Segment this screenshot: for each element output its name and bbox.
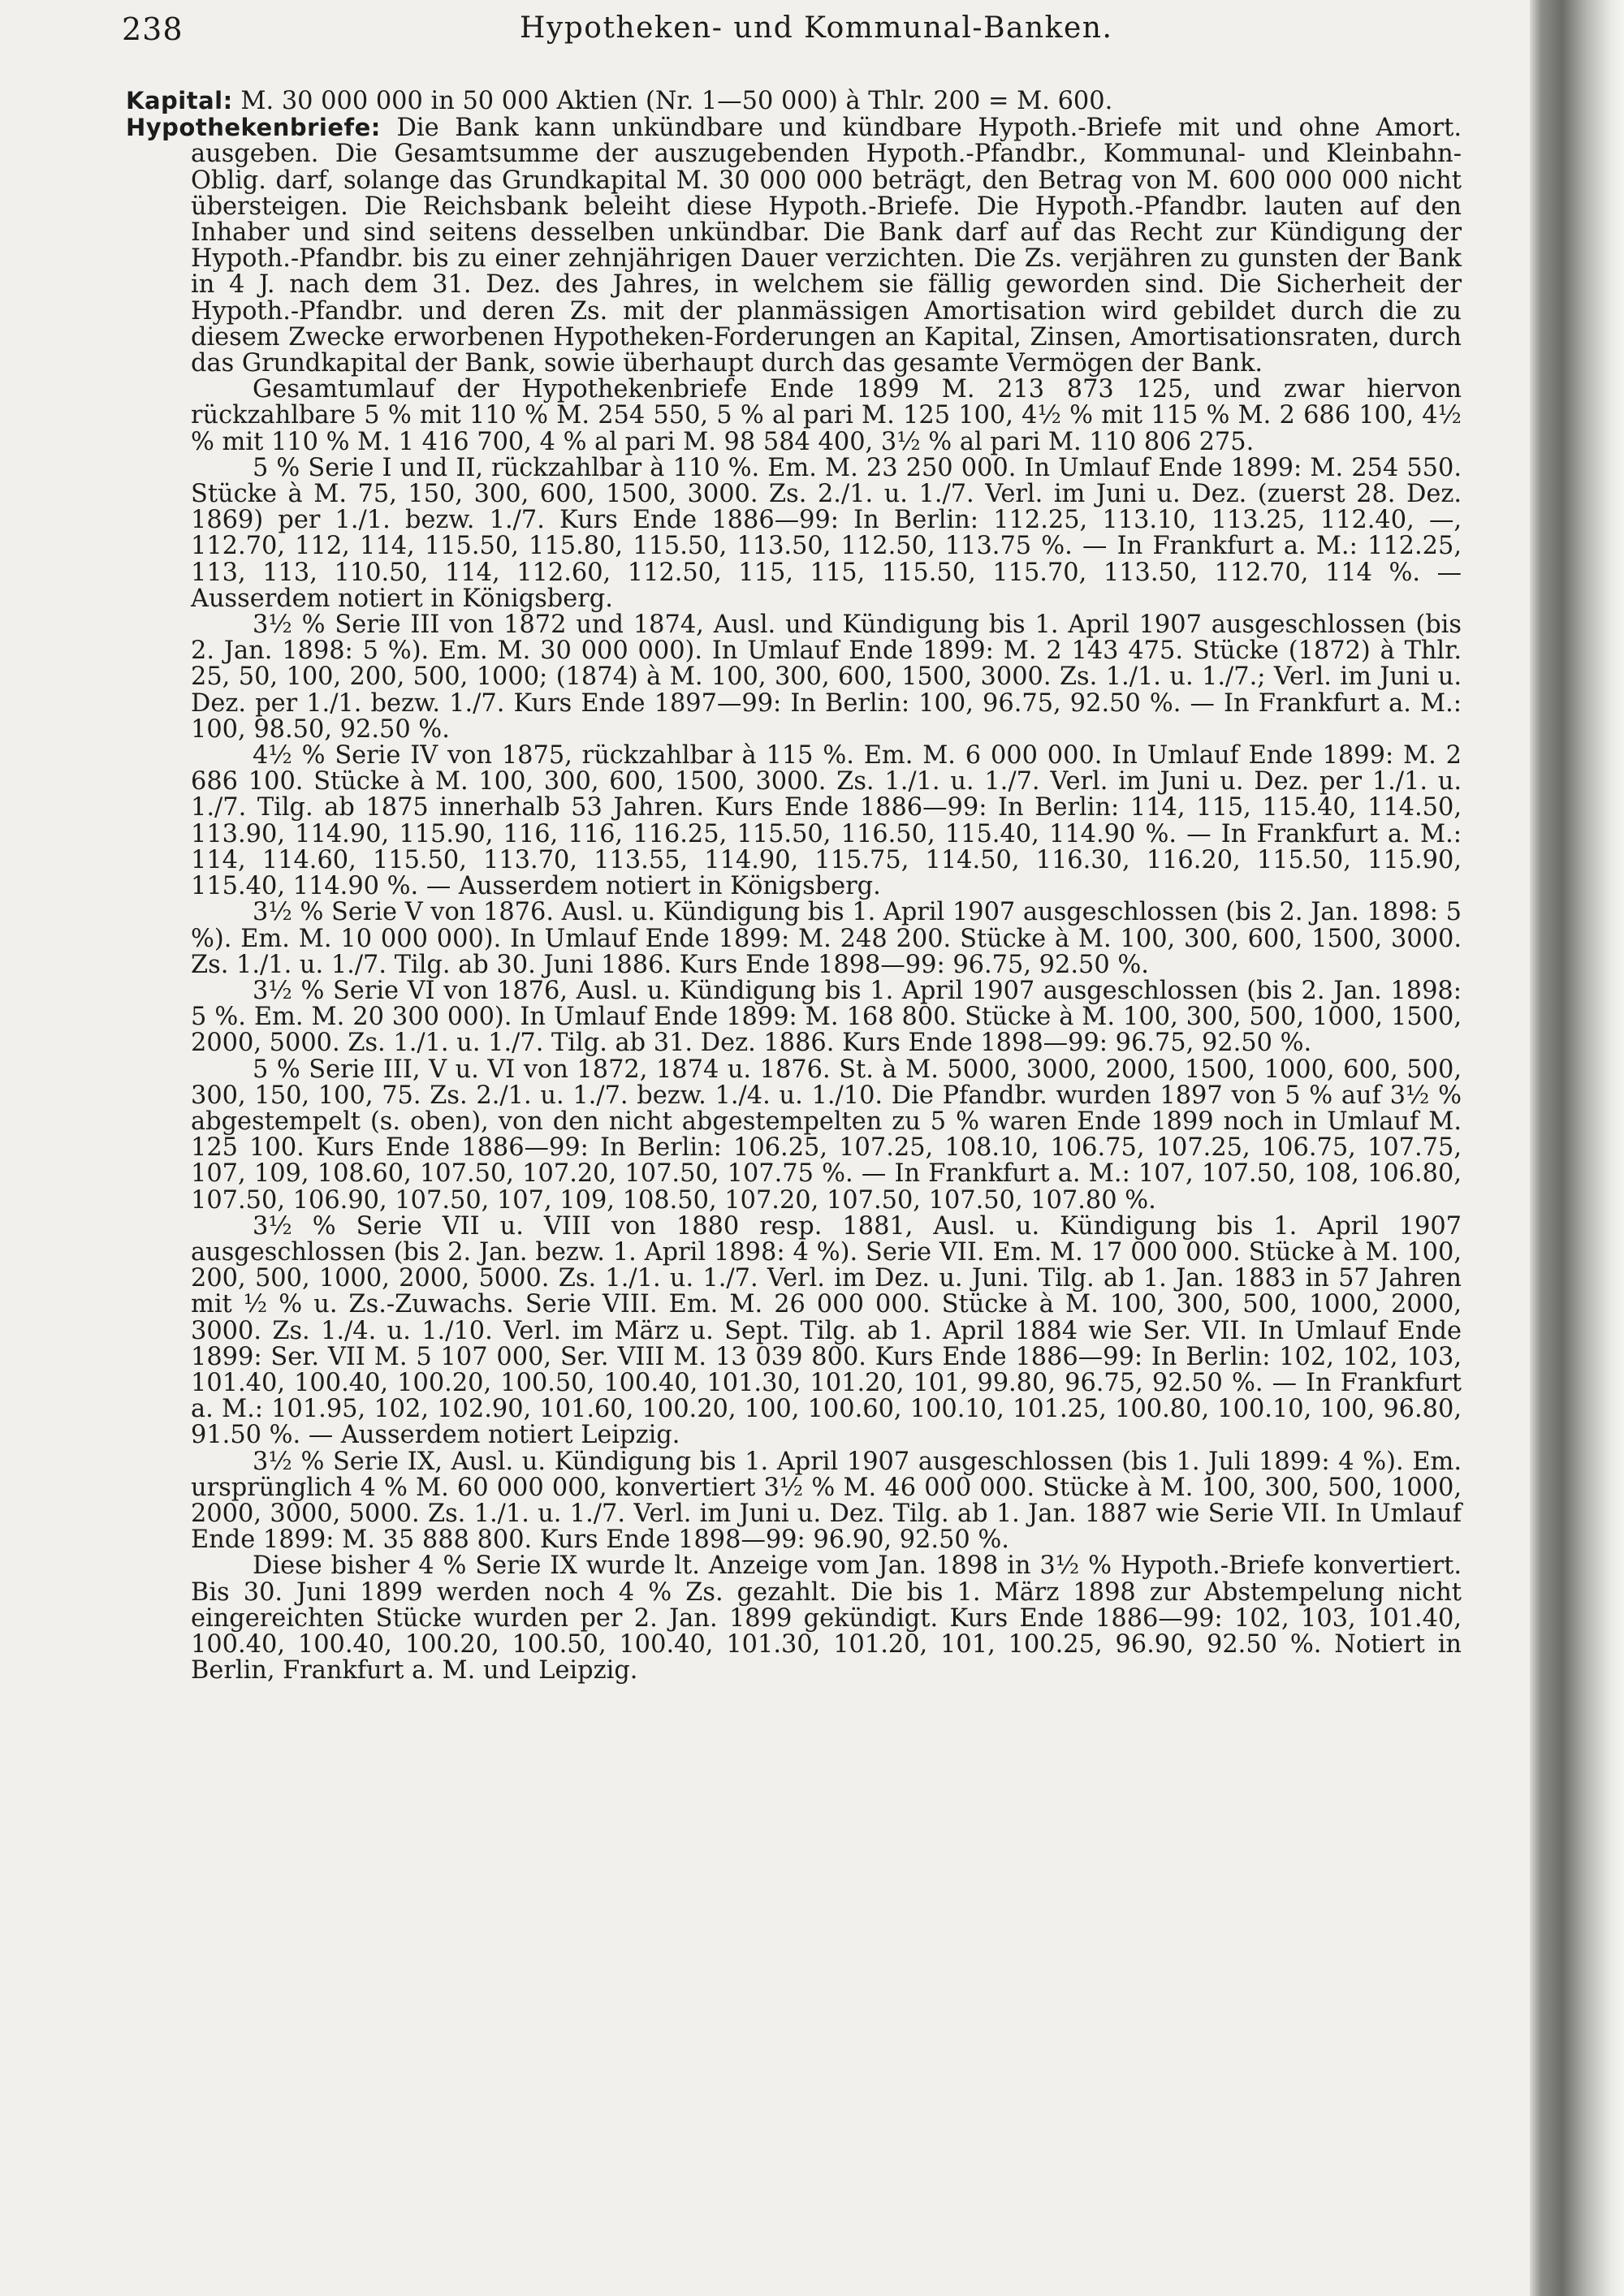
serie-4-paragraph: 4½ % Serie IV von 1875, rückzahlbar à 115 %. Em. M. 6 000 000. In Umlauf Ende 1899: M. 2 686 100. Stücke à M. 100, 300, 600, 1500, 3000. Zs. 1./1. u. 1./7. Verl. im Juni u. Dez. per 1./1. u. 1./7. Tilg. ab 1875 innerhalb 53 Jahren. Kurs Ende 1886—99: In Berlin: 114, 115, 115.40, 114.50, 113.90, 114.90, 115.90, 116, 116, 116.25, 115.50, 116.50, 115.40, 114.90 %. — In Frankfurt a. M.: 114, 114.60, 115.50, 113.70, 113.55, 114.90, 115.75, 114.50, 116.30, 116.20, 115.50, 115.90, 115.40, 114.90 %. — Ausserdem notiert in Königsberg. <box>191 741 1462 901</box>
serie-9-paragraph: 3½ % Serie IX, Ausl. u. Kündigung bis 1. April 1907 ausgeschlossen (bis 1. Juli 1899: 4 %). Em. ursprünglich 4 % M. 60 000 000, konvertiert 3½ % M. 46 000 000. Stücke à M. 100, 300, 500, 1000, 2000, 3000, 5000. Zs. 1./1. u. 1./7. Verl. im Juni u. Dez. Tilg. ab 1. Jan. 1887 wie Serie VII. In Umlauf Ende 1899: M. 35 888 800. Kurs Ende 1898—99: 96.90, 92.50 %. <box>191 1447 1462 1555</box>
page-edge-shadow <box>1530 0 1624 2296</box>
page-number: 238 <box>122 11 184 47</box>
konvertierung-paragraph: Diese bisher 4 % Serie IX wurde lt. Anzeige vom Jan. 1898 in 3½ % Hypoth.-Briefe konvertiert. Bis 30. Juni 1899 werden noch 4 % Zs. gezahlt. Die bis 1. März 1898 zur Abstempelung nicht eingereichten Stücke wurden per 2. Jan. 1899 gekündigt. Kurs Ende 1886—99: 102, 103, 101.40, 100.40, 100.40, 100.20, 100.50, 100.40, 101.30, 101.20, 101, 100.25, 96.90, 92.50 %. Notiert in Berlin, Frankfurt a. M. und Leipzig. <box>191 1552 1462 1685</box>
serie-5-paragraph: 3½ % Serie V von 1876. Ausl. u. Kündigung bis 1. April 1907 ausgeschlossen (bis 2. Jan. 1898: 5 %). Em. M. 10 000 000). In Umlauf Ende 1899: M. 248 200. Stücke à M. 100, 300, 600, 1500, 3000. Zs. 1./1. u. 1./7. Tilg. ab 30. Juni 1886. Kurs Ende 1898—99: 96.75, 92.50 %. <box>191 898 1462 979</box>
kapital-paragraph <box>126 88 1462 114</box>
hypothekenbriefe-text: Die Bank kann unkündbare und kündbare Hypoth.-Briefe mit und ohne Amort. ausgeben. Die Gesamtsumme der auszugebenden Hypoth.-Pfandbr., Kommunal- und Kleinbahn-Oblig. darf, solange das Grundkapital M. 30 000 000 beträgt, den Betrag von M. 600 000 000 nicht übersteigen. Die Reichsbank beleiht diese Hypoth.-Briefe. Die Hypoth.-Pfandbr. lauten auf den Inhaber und sind seitens desselben unkündbar. Die Bank darf auf das Recht zur Kündigung der Hypoth.-Pfandbr. bis zu einer zehnjährigen Dauer verzichten. Die Zs. verjähren zu gunsten der Bank in 4 J. nach dem 31. Dez. des Jahres, in welchem sie fällig geworden sind. Die Sicherheit der Hypoth.-Pfandbr. und deren Zs. mit der planmässigen Amortisation wird gebildet durch die zu diesem Zwecke erworbenen Hypotheken-Forderungen an Kapital, Zinsen, Amortisationsraten, durch das Grundkapital der Bank, sowie überhaupt durch das gesamte Vermögen der Bank. <box>191 114 1462 378</box>
kapital-text: M. 30 000 000 in 50 000 Aktien (Nr. 1—50 000) à Thlr. 200 = M. 600. <box>240 87 1113 115</box>
serie-6-paragraph: 3½ % Serie VI von 1876, Ausl. u. Kündigung bis 1. April 1907 ausgeschlossen (bis 2. Jan. 1898: 5 %. Em. M. 20 300 000). In Umlauf Ende 1899: M. 168 800. Stücke à M. 100, 300, 500, 1000, 1500, 2000, 5000. Zs. 1./1. u. 1./7. Tilg. ab 31. Dez. 1886. Kurs Ende 1898—99: 96.75, 92.50 %. <box>191 976 1462 1058</box>
page-header <box>122 11 1462 60</box>
hypothekenbriefe-label: Hypothekenbriefe: <box>126 114 381 142</box>
page-body <box>126 87 1462 1685</box>
kapital-label: Kapital: <box>126 87 233 114</box>
running-title: Hypotheken- und Kommunal-Banken. <box>520 11 1113 45</box>
serie-1-2-paragraph: 5 % Serie I und II, rückzahlbar à 110 %. Em. M. 23 250 000. In Umlauf Ende 1899: M. 254 550. Stücke à M. 75, 150, 300, 600, 1500, 3000. Zs. 2./1. u. 1./7. Verl. im Juni u. Dez. (zuerst 28. Dez. 1869) per 1./1. bezw. 1./7. Kurs Ende 1886—99: In Berlin: 112.25, 113.10, 113.25, 112.40, —, 112.70, 112, 114, 115.50, 115.80, 115.50, 113.50, 112.50, 113.75 %. — In Frankfurt a. M.: 112.25, 113, 113, 110.50, 114, 112.60, 112.50, 115, 115, 115.50, 115.70, 113.50, 112.70, 114 %. — Ausserdem notiert in Königsberg. <box>191 453 1462 613</box>
serie-7-8-paragraph: 3½ % Serie VII u. VIII von 1880 resp. 1881, Ausl. u. Kündigung bis 1. April 1907 ausgeschlossen (bis 2. Jan. bezw. 1. April 1898: 4 %). Serie VII. Em. M. 17 000 000. Stücke à M. 100, 200, 500, 1000, 2000, 5000. Zs. 1./1. u. 1./7. Verl. im Dez. u. Juni. Tilg. ab 1. Jan. 1883 in 57 Jahren mit ½ % u. Zs.-Zuwachs. Serie VIII. Em. M. 26 000 000. Stücke à M. 100, 300, 500, 1000, 2000, 3000. Zs. 1./4. u. 1./10. Verl. im März u. Sept. Tilg. ab 1. April 1884 wie Ser. VII. In Umlauf Ende 1899: Ser. VII M. 5 107 000, Ser. VIII M. 13 039 800. Kurs Ende 1886—99: In Berlin: 102, 102, 103, 101.40, 100.40, 100.20, 100.50, 100.40, 101.30, 101.20, 101, 99.80, 96.75, 92.50 %. — In Frankfurt a. M.: 101.95, 102, 102.90, 101.60, 100.20, 100, 100.60, 100.10, 101.25, 100.80, 100.10, 100, 96.80, 91.50 %. — Ausserdem notiert Leipzig. <box>191 1211 1462 1450</box>
serie-3-5-6-5pct-paragraph: 5 % Serie III, V u. VI von 1872, 1874 u. 1876. St. à M. 5000, 3000, 2000, 1500, 1000, 600, 500, 300, 150, 100, 75. Zs. 2./1. u. 1./7. bezw. 1./4. u. 1./10. Die Pfandbr. wurden 1897 von 5 % auf 3½ % abgestempelt (s. oben), von den nicht abgestempelten zu 5 % waren Ende 1899 noch in Umlauf M. 125 100. Kurs Ende 1886—99: In Berlin: 106.25, 107.25, 108.10, 106.75, 107.25, 106.75, 107.75, 107, 109, 108.60, 107.50, 107.20, 107.50, 107.75 %. — In Frankfurt a. M.: 107, 107.50, 108, 106.80, 107.50, 106.90, 107.50, 107, 109, 108.50, 107.20, 107.50, 107.50, 107.80 %. <box>191 1055 1462 1215</box>
gesamtumlauf-paragraph: Gesamtumlauf der Hypothekenbriefe Ende 1899 M. 213 873 125, und zwar hiervon rückzahlbare 5 % mit 110 % M. 254 550, 5 % al pari M. 125 100, 4½ % mit 115 % M. 2 686 100, 4½ % mit 110 % M. 1 416 700, 4 % al pari M. 98 584 400, 3½ % al pari M. 110 806 275. <box>191 375 1462 456</box>
serie-3-paragraph: 3½ % Serie III von 1872 und 1874, Ausl. und Kündigung bis 1. April 1907 ausgeschlossen (bis 2. Jan. 1898: 5 %). Em. M. 30 000 000). In Umlauf Ende 1899: M. 2 143 475. Stücke (1872) à Thlr. 25, 50, 100, 200, 500, 1000; (1874) à M. 100, 300, 600, 1500, 3000. Zs. 1./1. u. 1./7.; Verl. im Juni u. Dez. per 1./1. bezw. 1./7. Kurs Ende 1897—99: In Berlin: 100, 96.75, 92.50 %. — In Frankfurt a. M.: 100, 98.50, 92.50 %. <box>191 611 1462 744</box>
hypothekenbriefe-paragraph <box>126 114 1462 378</box>
